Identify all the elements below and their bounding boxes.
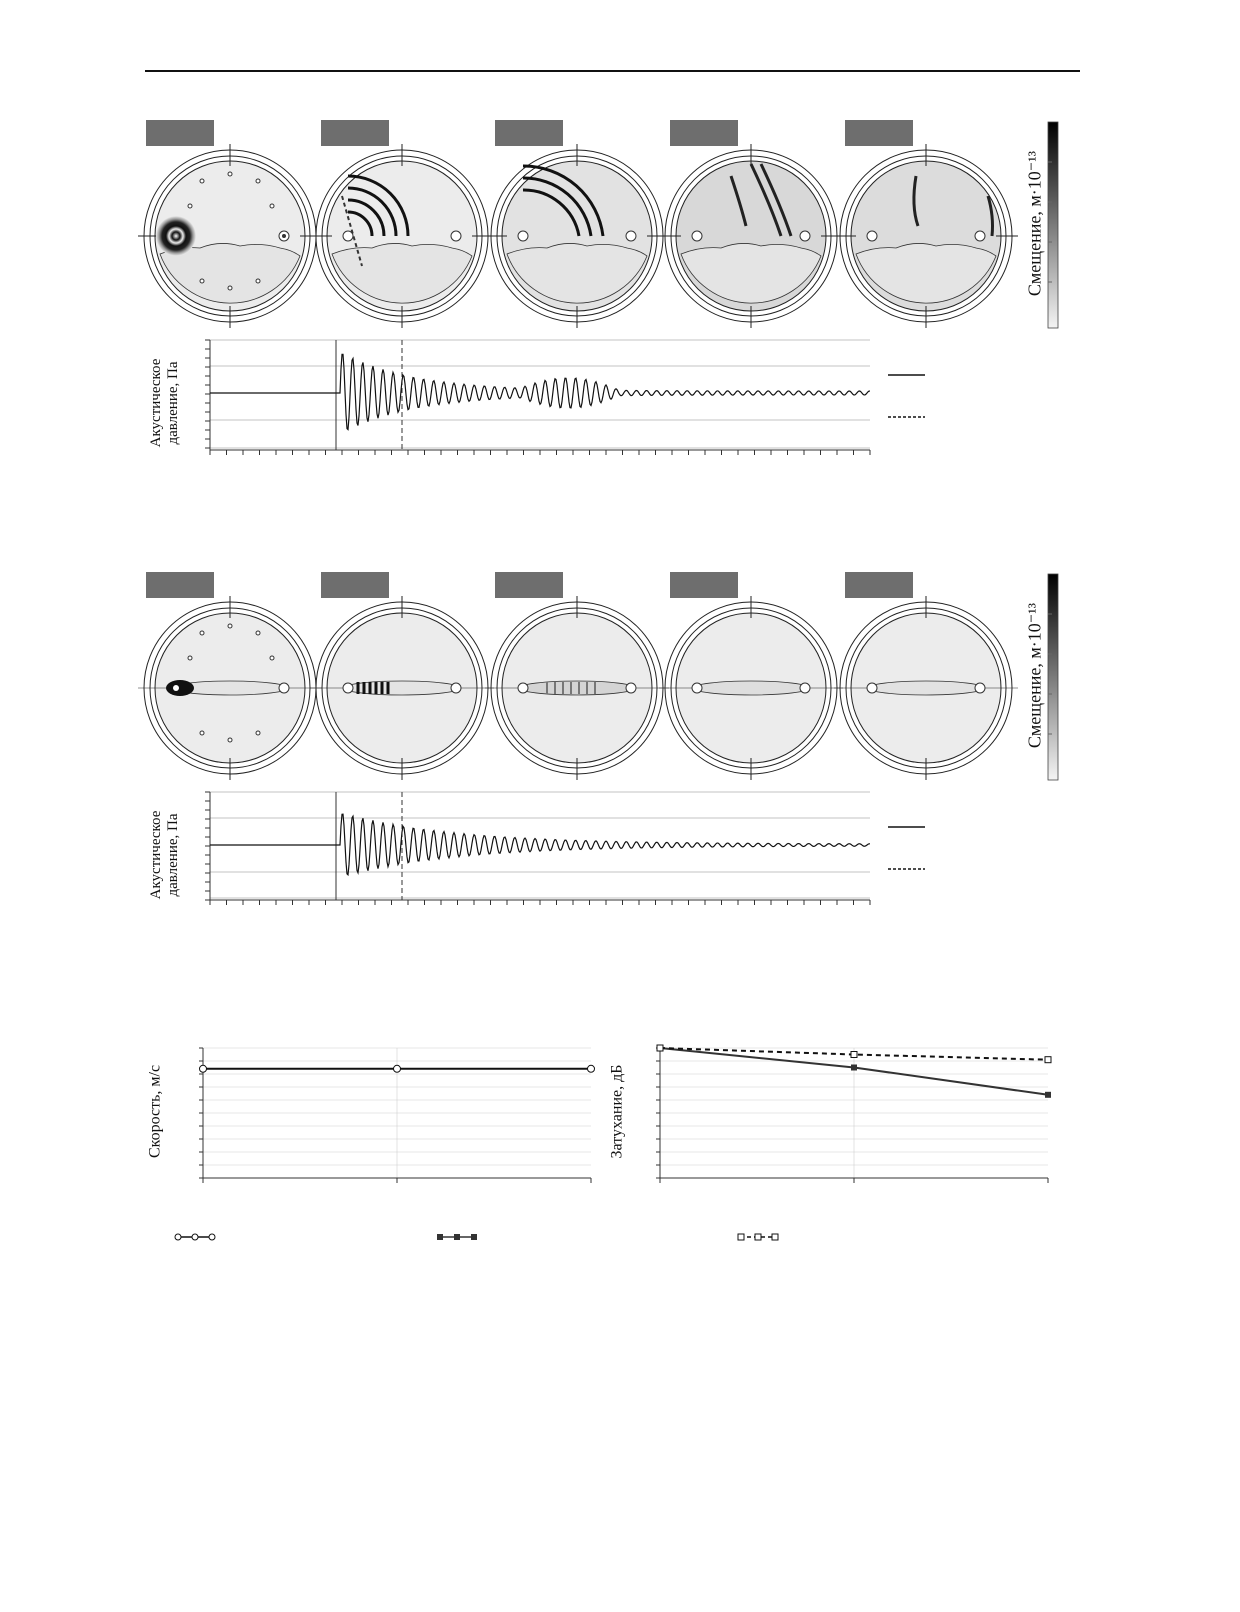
- pressure-ylabel: Акустическое давление, Па: [148, 358, 181, 448]
- pressure-ylabel: Акустическое давление, Па: [148, 810, 181, 900]
- data-point: [1045, 1092, 1051, 1098]
- legend-item-open-circle: [175, 1234, 215, 1240]
- velocity-chart: [195, 1040, 605, 1190]
- data-point: [657, 1045, 663, 1051]
- data-point: [200, 1065, 207, 1072]
- pressure-trace-1: [0, 0, 1240, 470]
- velocity-ylabel: Скорость, м/с: [146, 1064, 164, 1159]
- data-point: [394, 1065, 401, 1072]
- data-point: [588, 1065, 595, 1072]
- legend-item-open-square: [738, 1234, 778, 1240]
- legend: [160, 1225, 860, 1249]
- data-point: [1045, 1057, 1051, 1063]
- legend-item-filled-square: [437, 1234, 477, 1240]
- data-point: [851, 1052, 857, 1058]
- colorbar-label: Смещение, м·10⁻¹³: [1024, 602, 1045, 749]
- attenuation-chart: [652, 1040, 1062, 1190]
- data-point: [851, 1065, 857, 1071]
- pressure-trace-2: [0, 452, 1240, 922]
- attenuation-ylabel: Затухание, дБ: [608, 1064, 626, 1159]
- colorbar-label: Смещение, м·10⁻¹³: [1024, 150, 1045, 297]
